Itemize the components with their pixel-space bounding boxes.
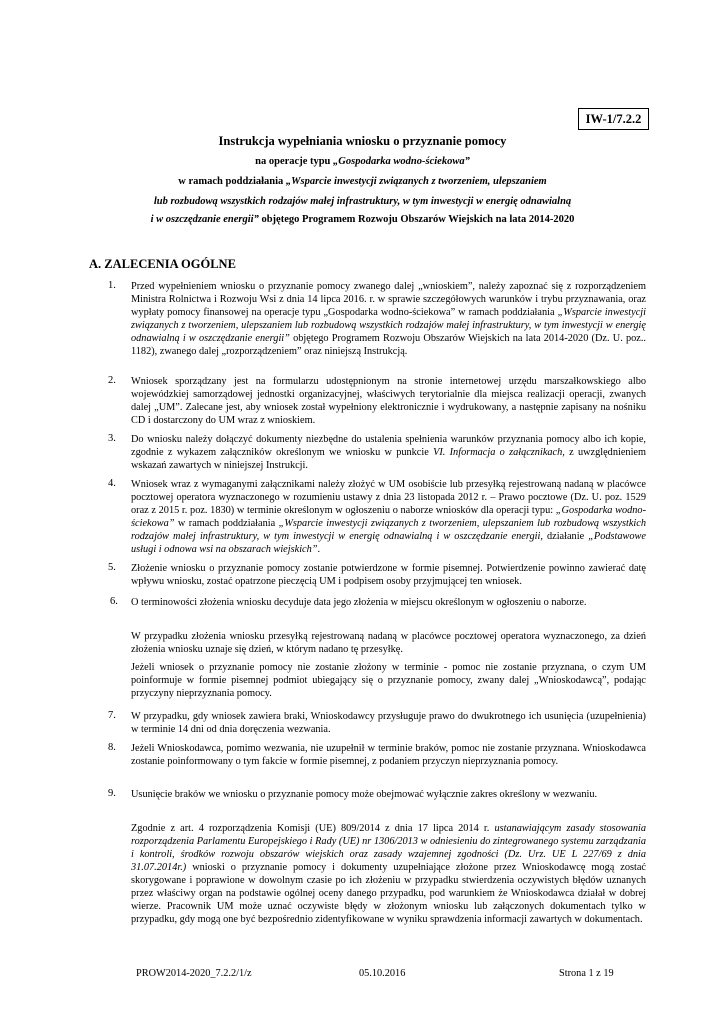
list-item-number: 7. xyxy=(108,710,116,721)
list-item-number: 5. xyxy=(108,562,116,573)
list-item-number: 2. xyxy=(108,375,116,386)
list-item: W przypadku, gdy wniosek zawiera braki, Wnioskodawcy przysługuje prawo do dwukrotnego ich usunięcia (uzupełnienia) w terminie 14 dni od dnia doręczenia wezwania. xyxy=(131,711,646,735)
list-item: Usunięcie braków we wniosku o przyznanie pomocy może obejmować wyłącznie zakres określony w wezwaniu. xyxy=(131,789,598,800)
title-line-5: i w oszczędzanie energii” objętego Programem Rozwoju Obszarów Wiejskich na lata 2014-2020 xyxy=(150,214,575,225)
list-item: Wniosek sporządzany jest na formularzu udostępnionym na stronie internetowej urzędu marszałkowskiego albo wojewódzkiej samorządowej jednostki organizacyjnej, właściwych terytorialnie dla miejsca realizacji operacji, zwanych dalej „UM”. Zalecane jest, aby wniosek został wypełniony elektronicznie i wydrukowany, a następnie zapisany na nośniku CD i dostarczony do UM wraz z wnioskiem. xyxy=(131,376,646,426)
list-item: Złożenie wniosku o przyznanie pomocy zostanie potwierdzone w formie pisemnej. Potwierdzenie powinno zawierać datę wpływu wniosku, zostać opatrzone pieczęcią UM i podpisem osoby przyjmującej ten wniosek. xyxy=(131,563,646,587)
list-item: Wniosek wraz z wymaganymi załącznikami należy złożyć w UM osobiście lub przesyłką rejestrowaną nadaną w placówce pocztowej operatora wyznaczonego w rozumieniu ustawy z dnia 23 listopada 2012 r. – Prawo pocztowe (Dz. U. poz. 1529 oraz z 2015 r. poz. 1830) w terminie określonym w ogłoszeniu o naborze wniosków dla operacji typu: „Gospodarka wodno-ściekowa” w ramach poddziałania „Wsparcie inwestycji związanych z tworzeniem, ulepszaniem lub rozbudową wszystkich rodzajów małej infrastruktury, w tym inwestycji w energię odnawialną i w oszczędzanie energii, działanie „Podstawowe usługi i odnowa wsi na obszarach wiejskich”. xyxy=(131,479,646,555)
section-heading: A. ZALECENIA OGÓLNE xyxy=(89,257,236,271)
document-title: Instrukcja wypełniania wniosku o przyznanie pomocy xyxy=(218,134,507,148)
list-paragraph: Jeżeli wniosek o przyznanie pomocy nie zostanie złożony w terminie - pomoc nie zostanie przyznana, o czym UM poinformuje w formie pisemnej podmiot ubiegający się o przyznanie pomocy, zwany dalej „Wnioskodawcą”, podając przyczyny nieprzyznania pomocy. xyxy=(131,662,646,699)
list-item-number: 4. xyxy=(108,478,116,489)
footer-page-number: Strona 1 z 19 xyxy=(559,968,614,979)
form-code-box: IW-1/7.2.2 xyxy=(578,108,649,130)
list-item: Do wniosku należy dołączyć dokumenty niezbędne do ustalenia spełnienia warunków przyznania pomocy albo ich kopie, zgodnie z wykazem załączników określonym we wniosku w punkcie VI. Informacja o załącznikach, z uwzględnieniem wskazań zawartych w niniejszej Instrukcji. xyxy=(131,434,647,471)
footer-date: 05.10.2016 xyxy=(359,968,406,979)
list-paragraph: W przypadku złożenia wniosku przesyłką rejestrowaną nadaną w placówce pocztowej operatora wyznaczonego, za dzień złożenia wniosku uznaje się dzień, w którym nadano tę przesyłkę. xyxy=(131,631,646,655)
list-item: Jeżeli Wnioskodawca, pomimo wezwania, nie uzupełnił w terminie braków, pomoc nie zostanie przyznana. Wnioskodawca zostanie poinformowany o tym fakcie w formie pisemnej, z podaniem przyczyn nieprzyznania pomocy. xyxy=(131,743,646,767)
list-item-number: 8. xyxy=(108,742,116,753)
list-item-number: 6. xyxy=(110,596,118,607)
list-item: O terminowości złożenia wniosku decyduje data jego złożenia w miejscu określonym w ogłoszeniu o naborze. xyxy=(131,597,587,608)
list-paragraph: Zgodnie z art. 4 rozporządzenia Komisji (UE) 809/2014 z dnia 17 lipca 2014 r. ustanawiającym zasady stosowania rozporządzenia Parlamentu Europejskiego i Rady (UE) nr 1306/2013 w odniesieniu do zintegrowanego systemu zarządzania i kontroli, środków rozwoju obszarów wiejskich oraz zasady wzajemnej zgodności (Dz. Urz. UE L 227/69 z dnia 31.07.2014r.) wnioski o przyznanie pomocy i dokumenty uzupełniające złożone przez Wnioskodawcę mogą zostać skorygowane i poprawione w dowolnym czasie po ich złożeniu w przypadku stwierdzenia oczywistych błędów uznanych przez właściwy organ na podstawie ogólnej oceny danego przypadku, pod warunkiem że Wnioskodawca działał w dobrej wierze. Pracownik UM może uznać oczywiste błędy w złożonym wniosku lub załączonych dokumentach tylko w przypadku, gdy mogą one być bezpośrednio zidentyfikowane w wyniku sprawdzenia informacji zawartych w dokumentach. xyxy=(131,823,646,925)
list-item-number: 1. xyxy=(108,280,116,291)
title-line-4: lub rozbudową wszystkich rodzajów małej infrastruktury, w tym inwestycji w energię odnawialną xyxy=(153,196,572,207)
title-line-2: na operacje typu „Gospodarka wodno-ściekowa” xyxy=(255,156,470,167)
title-line-3: w ramach poddziałania „Wsparcie inwestycji związanych z tworzeniem, ulepszaniem xyxy=(178,176,547,187)
list-item-number: 9. xyxy=(108,788,116,799)
footer-document-id: PROW2014-2020_7.2.2/1/z xyxy=(136,968,252,979)
list-item-number: 3. xyxy=(108,433,116,444)
list-item: Przed wypełnieniem wniosku o przyznanie pomocy zwanego dalej „wnioskiem”, należy zapoznać się z rozporządzeniem Ministra Rolnictwa i Rozwoju Wsi z dnia 14 lipca 2016. r. w sprawie szczegółowych warunków i trybu przyznawania, oraz wypłaty pomocy finansowej na operacje typu „Gospodarka wodno-ściekowa” w ramach poddziałania „Wsparcie inwestycji związanych z tworzeniem, ulepszaniem lub rozbudową wszystkich rodzajów małej infrastruktury, w tym inwestycji w energię odnawialną i w oszczędzanie energii” objętego Programem Rozwoju Obszarów Wiejskich na lata 2014-2020 (Dz. U. poz.. 1182), zwanego dalej „rozporządzeniem” oraz niniejszą Instrukcją. xyxy=(131,281,647,357)
